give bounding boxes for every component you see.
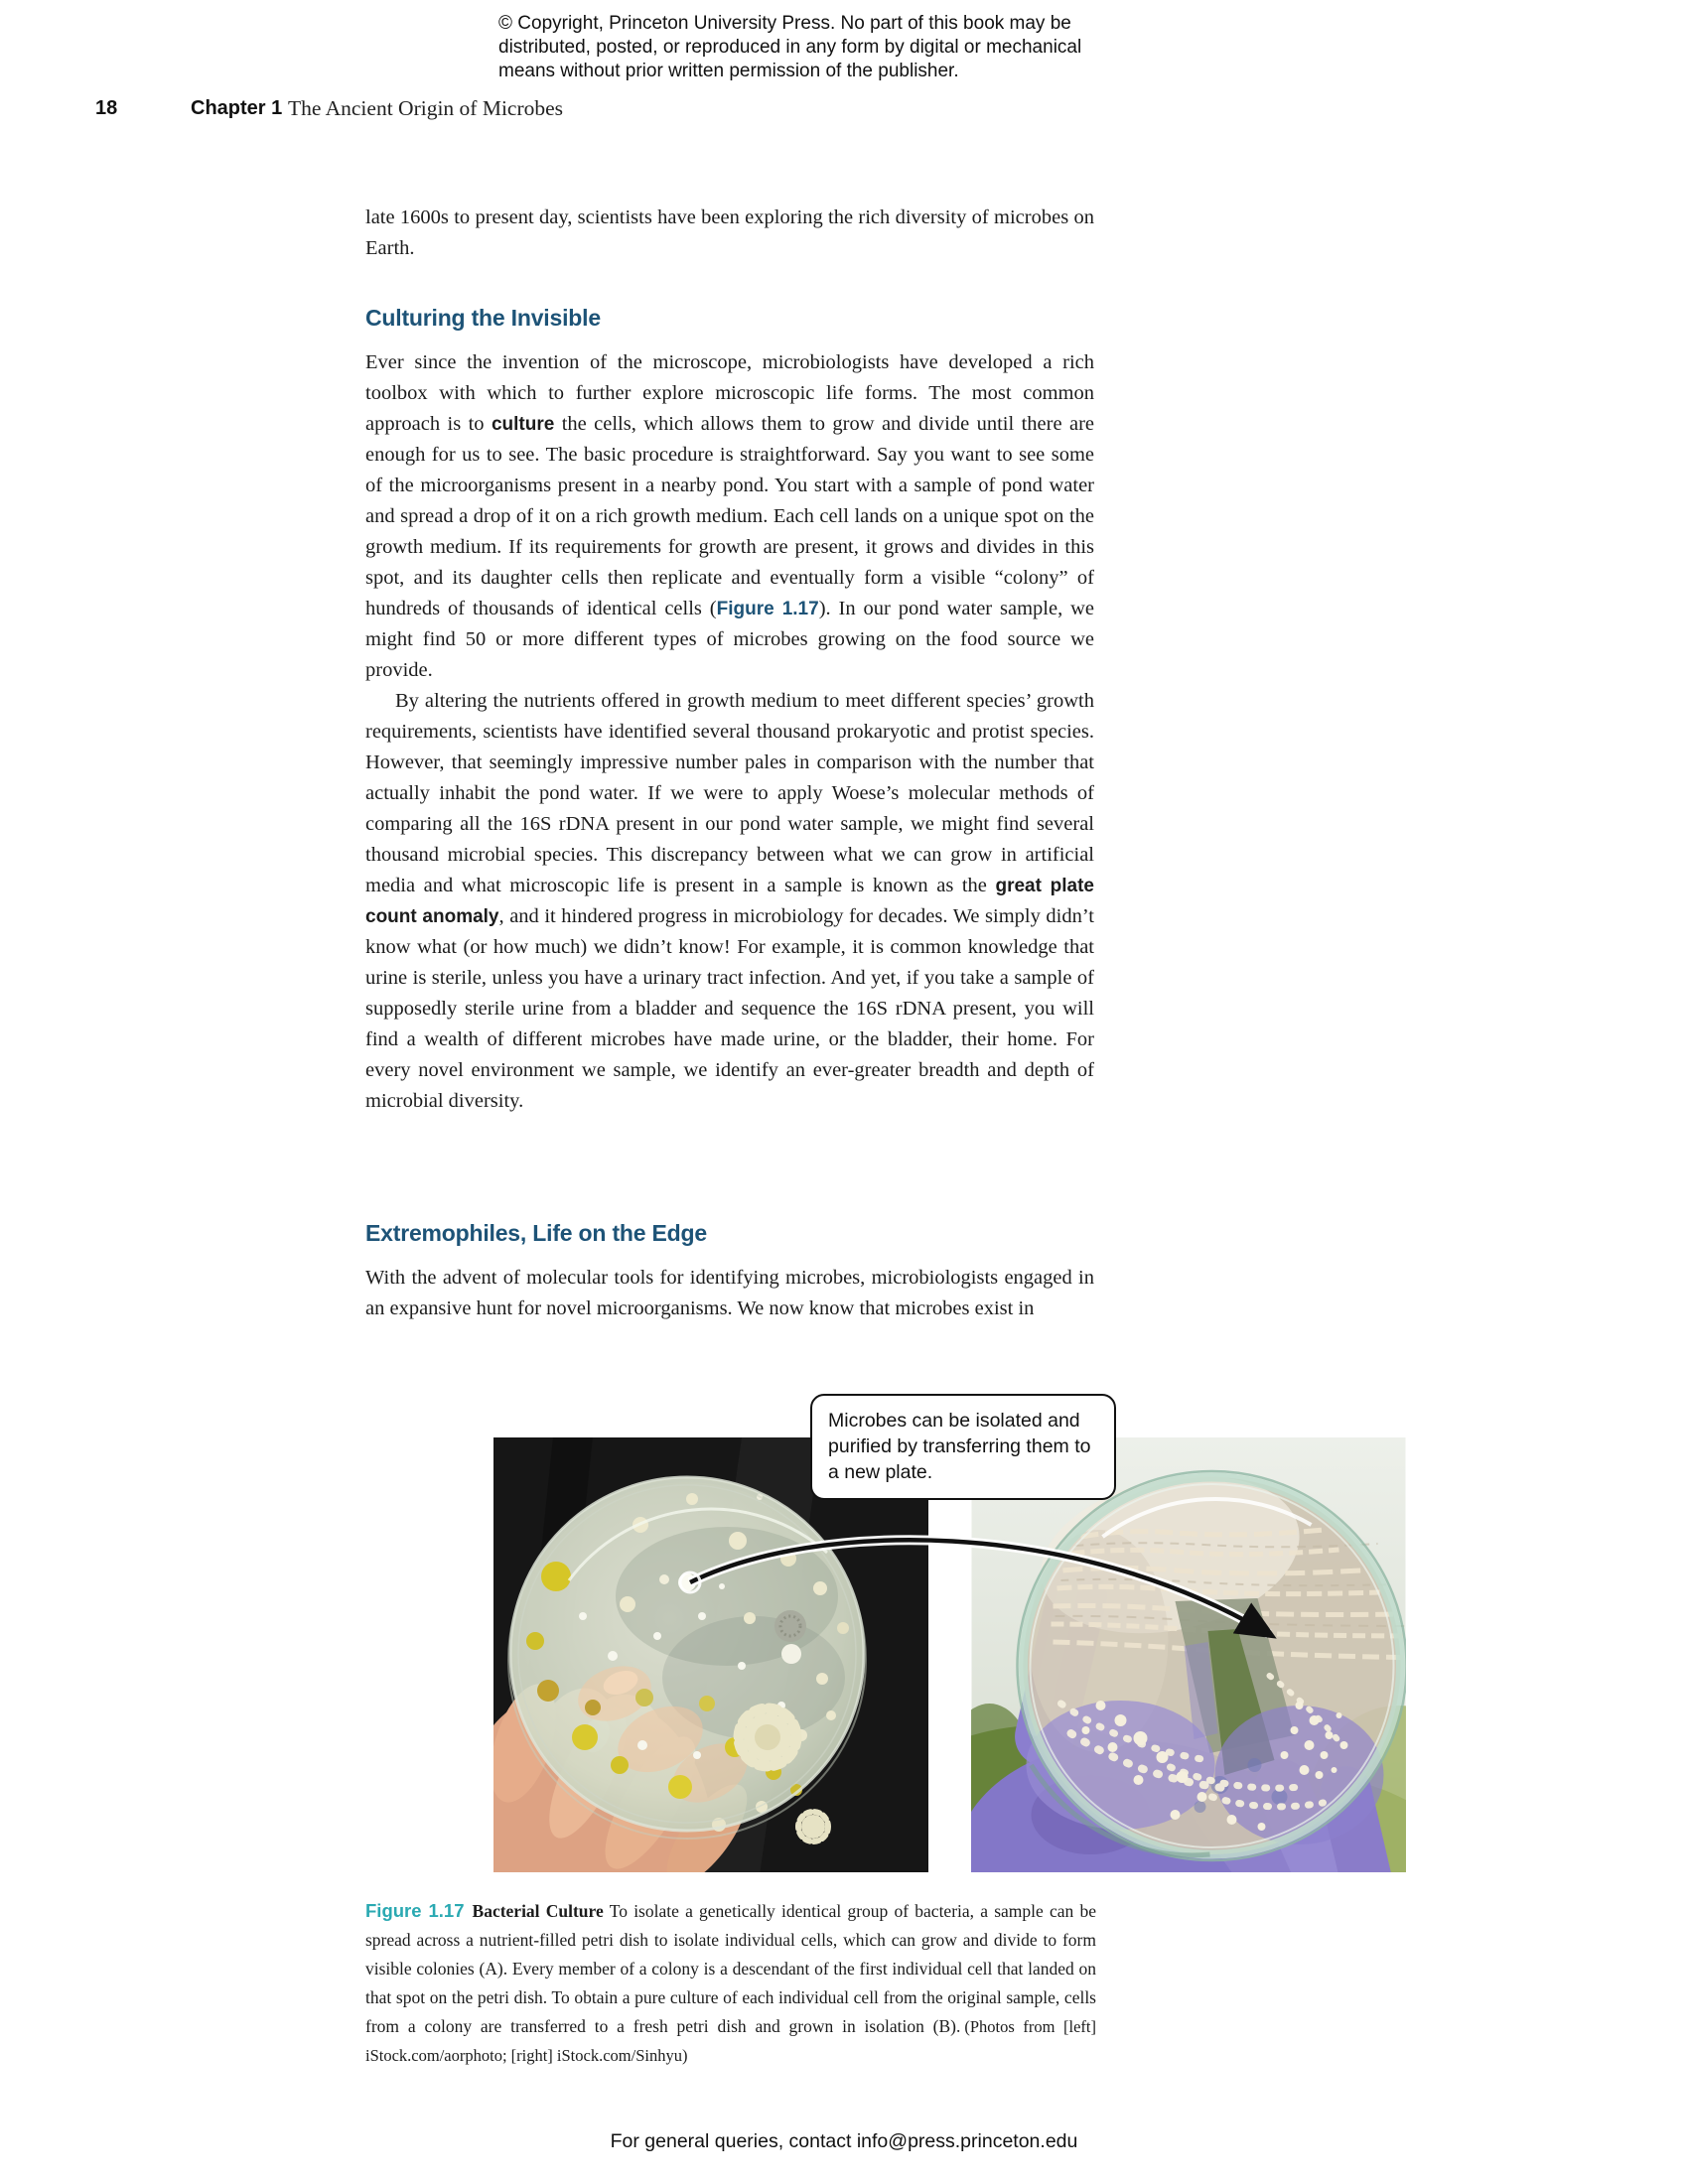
page-number: 18: [95, 97, 118, 119]
running-head: [0, 97, 1688, 123]
copyright-line: distributed, posted, or reproduced in any form by digital or mechanical: [498, 37, 1082, 58]
section-heading-extremophiles: Extremophiles, Life on the Edge: [365, 1220, 707, 1246]
bold-key-term: culture: [491, 414, 555, 435]
copyright-line: means without prior written permission of the publisher.: [498, 61, 959, 81]
main-text-column: [365, 203, 1094, 1117]
chapter-title: The Ancient Origin of Microbes: [288, 96, 564, 120]
copyright-notice: [498, 12, 1213, 83]
body-text: the cells, which allows them to grow and divide until there are enough for us to see. The basic procedure is straightforward. Say you want to see some of the microorganisms present in a nearby pond. You start with a sample of pond water and spread a drop of it on a rich growth medium. Each cell lands on a unique spot on the growth medium. If its requirements for growth are present, it grows and divides in this spot, and its daughter cells then replicate and eventually form a visible “colony” of hundreds of thousands of identical cells (: [365, 413, 1094, 619]
figure-reference: Figure 1.17: [716, 599, 819, 619]
page-footer: [0, 2130, 1688, 2153]
figure-caption-credit: (Photos from [left] iStock.com/aorphoto; [right] iStock.com/Sinhyu): [365, 2017, 1096, 2065]
section-heading-culturing-the-invisible: Culturing the Invisible: [365, 305, 601, 331]
body-text: Ever since the invention of the microscope, microbiologists have developed a rich toolbox with which to further explore microscopic life forms. The most common approach is to: [365, 351, 1094, 435]
paragraph: [365, 686, 1094, 1117]
figure-caption-body: To isolate a genetically identical group of bacteria, a sample can be spread across a nutrient-filled petri dish to isolate individual cells, which can grow and divide to form visible colonies (A). Every member of a colony is a descendant of the first individual cell that landed on that spot on the petri dish. To obtain a pure culture of each individual cell from the original sample, cells from a colony are transferred to a fresh petri dish and grown in isolation (B).: [365, 1901, 1096, 2036]
petri-dish-colonies-illustration: [493, 1437, 928, 1872]
section-extremophiles: [365, 1219, 1094, 1324]
body-text: With the advent of molecular tools for identifying microbes, microbiologists engaged in an expansive hunt for novel microorganisms. We now know that microbes exist in: [365, 1267, 1094, 1319]
figure-caption-label: Figure 1.17: [365, 1900, 465, 1921]
callout-box: [810, 1394, 1116, 1500]
chapter-label: Chapter 1: [191, 97, 283, 119]
footer-text: For general queries, contact info@press.princeton.edu: [610, 2130, 1078, 2152]
body-text: ). In our pond water sample, we might find 50 or more different types of microbes growing on the food source we provide.: [365, 598, 1094, 681]
bold-key-term: great plate count anomaly: [365, 876, 1094, 927]
streak-plate-illustration: [971, 1437, 1406, 1872]
copyright-line: © Copyright, Princeton University Press. No part of this book may be: [498, 13, 1071, 34]
figure-caption-title: Bacterial Culture: [472, 1901, 604, 1921]
figure-photo-b-streak-plate: [971, 1437, 1406, 1872]
body-text: By altering the nutrients offered in growth medium to meet different species’ growth requirements, scientists have identified several thousand prokaryotic and protist species. However, that seemingly impressive number pales in comparison with the number that actually inhabit the pond water. If we were to apply Woese’s molecular methods of comparing all the 16S rDNA present in our pond water sample, we might find several thousand microbial species. This discrepancy between what we can grow in artificial media and what microscopic life is present in a sample is known as the: [365, 690, 1094, 896]
paragraph-intro-continued: [365, 203, 1094, 264]
figure-caption: [365, 1896, 1096, 2070]
figure-photo-a-mixed-colony-plate: [493, 1437, 928, 1872]
body-text: , and it hindered progress in microbiology for decades. We simply didn’t know what (or how much) we didn’t know! For example, it is common knowledge that urine is sterile, unless you have a urinary tract infection. And yet, if you take a sample of supposedly sterile urine from a bladder and sequence the 16S rDNA present, you will find a wealth of different microbes have made urine, or the bladder, their home. For every novel environment we sample, we identify an ever-greater breadth and depth of microbial diversity.: [365, 905, 1095, 1112]
body-text: late 1600s to present day, scientists have been exploring the rich diversity of microbes on Earth.: [365, 206, 1094, 259]
paragraph: [365, 347, 1094, 686]
callout-text: Microbes can be isolated and purified by transferring them to a new plate.: [828, 1410, 1091, 1483]
paragraph: [365, 1263, 1094, 1324]
